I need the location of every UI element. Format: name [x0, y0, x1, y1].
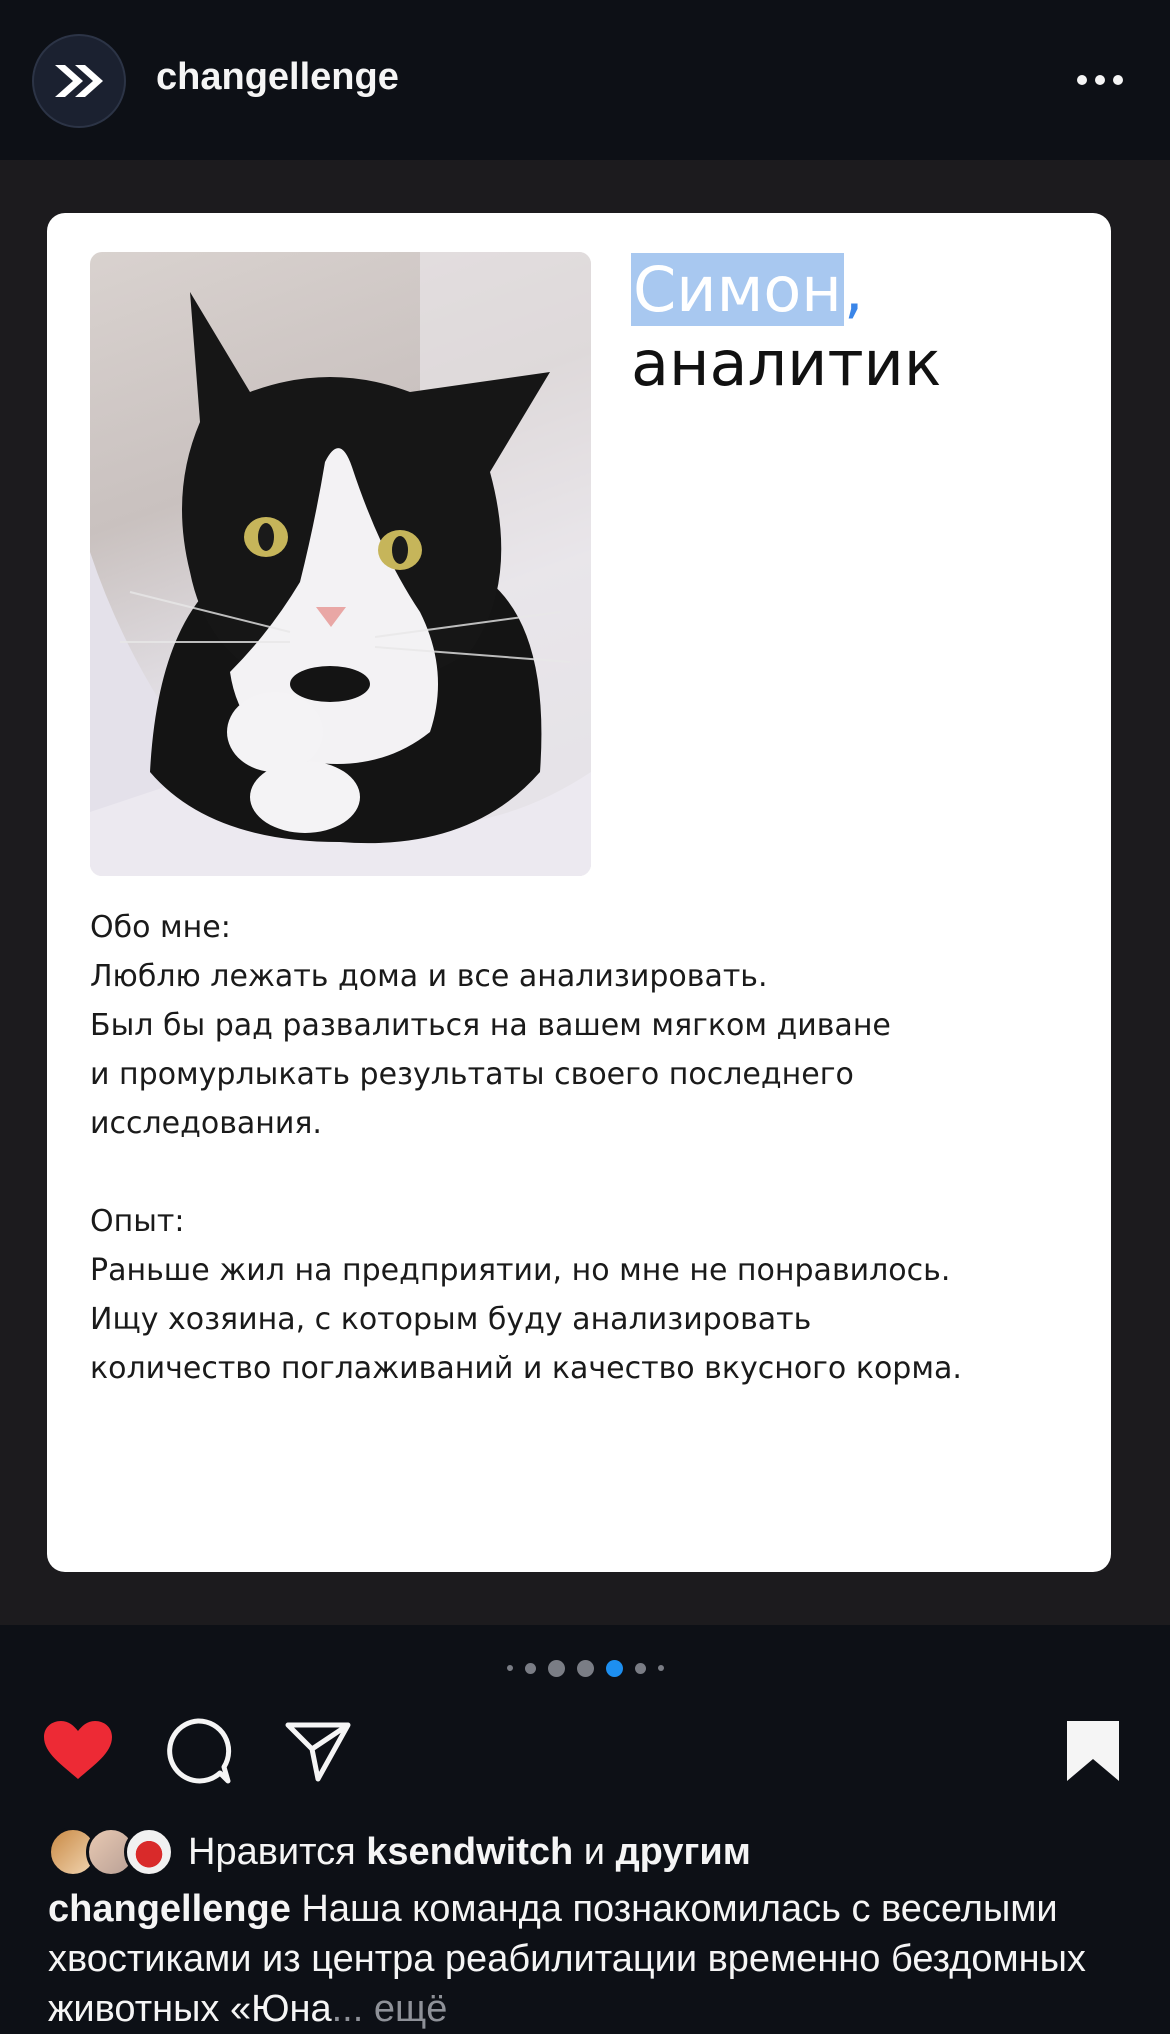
likes-others[interactable]: другим	[615, 1830, 751, 1873]
likes-and: и	[583, 1830, 605, 1873]
carousel-dot	[635, 1663, 646, 1674]
card-title	[631, 253, 941, 401]
experience-line: Раньше жил на предприятии, но мне не понравилось.	[90, 1253, 951, 1288]
like-button[interactable]	[42, 1716, 114, 1786]
username[interactable]: changellenge	[156, 56, 399, 98]
carousel-dot-active	[606, 1660, 623, 1677]
about-line: и промурлыкать результаты своего последнего	[90, 1057, 854, 1092]
carousel-dot	[507, 1665, 513, 1671]
post-media[interactable]	[0, 160, 1170, 1625]
cat-role: аналитик	[631, 327, 942, 400]
experience-line: Ищу хозяина, с которым буду анализировать	[90, 1302, 812, 1337]
cat-illustration	[90, 252, 591, 876]
carousel-dot	[577, 1660, 594, 1677]
carousel-dot	[658, 1665, 664, 1671]
heart-filled-icon	[42, 1719, 114, 1783]
likes-summary[interactable]	[48, 1822, 751, 1882]
experience-line: количество поглаживаний и качество вкусного корма.	[90, 1351, 962, 1386]
double-chevron-right-icon	[51, 61, 107, 101]
post-caption	[48, 1884, 1128, 2034]
about-heading: Обо мне:	[90, 910, 231, 945]
liker-avatars	[48, 1827, 174, 1877]
carousel-indicator	[0, 1656, 1170, 1680]
more-horizontal-icon	[1077, 75, 1087, 85]
caption-text: Наша команда познакомилась с веселыми хвостиками из центра реабилитации временно бездомных животных «Юна	[48, 1888, 1086, 2030]
about-line: Был бы рад развалиться на вашем мягком диване	[90, 1008, 891, 1043]
profile-avatar[interactable]	[32, 34, 126, 128]
bio-text	[90, 903, 1080, 1393]
about-line: исследования.	[90, 1106, 322, 1141]
save-button[interactable]	[1057, 1716, 1129, 1786]
about-line: Люблю лежать дома и все анализировать.	[90, 959, 768, 994]
liker-username[interactable]: ksendwitch	[366, 1830, 574, 1873]
comment-icon	[164, 1717, 232, 1785]
caption-more-link[interactable]: ... ещё	[331, 1988, 448, 2030]
caption-author[interactable]: changellenge	[48, 1888, 291, 1930]
action-bar	[0, 1716, 1170, 1786]
profile-card	[47, 213, 1111, 1572]
send-icon	[284, 1719, 352, 1783]
share-button[interactable]	[282, 1716, 354, 1786]
cat-name: Симон	[633, 253, 842, 326]
cat-photo	[90, 252, 591, 876]
carousel-dot	[525, 1663, 536, 1674]
likes-prefix: Нравится	[188, 1830, 356, 1873]
experience-heading: Опыт:	[90, 1204, 185, 1239]
more-options-button[interactable]	[1070, 60, 1130, 100]
comment-button[interactable]	[162, 1716, 234, 1786]
bookmark-filled-icon	[1065, 1719, 1121, 1783]
post-header	[0, 0, 1170, 161]
avatar	[124, 1827, 174, 1877]
carousel-dot	[548, 1660, 565, 1677]
name-comma: ,	[843, 253, 864, 326]
